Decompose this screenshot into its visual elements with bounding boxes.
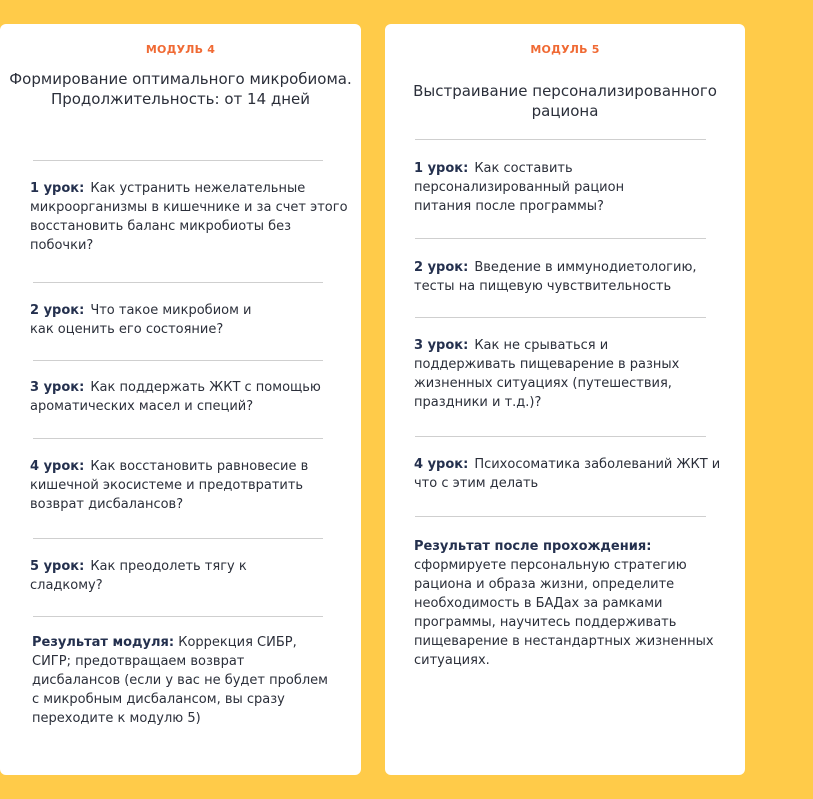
- module-5-lesson-2: [414, 258, 732, 296]
- module-5-lesson-4: [414, 455, 724, 493]
- lesson-number: 3 урок:: [414, 338, 469, 353]
- lesson-number: 1 урок:: [30, 181, 85, 196]
- module-4-lesson-5: [30, 557, 270, 595]
- lesson-text: Как составить персонализированный рацион питания после программы?: [414, 161, 625, 214]
- lesson-number: 2 урок:: [414, 260, 469, 275]
- divider: [415, 436, 706, 437]
- result-text: Коррекция СИБР, СИГР; предотвращаем возврат дисбалансов (если у вас не будет проблем с микробным дисбалансом, вы сразу переходите к модулю 5): [32, 635, 328, 726]
- divider: [33, 616, 323, 617]
- module-4-title: Формирование оптимального микробиома. Продолжительность: от 14 дней: [9, 70, 352, 108]
- divider: [33, 282, 323, 283]
- module-4-lesson-3: [30, 378, 350, 416]
- lesson-text: Что такое микробиом и как оценить его состояние?: [30, 303, 252, 337]
- divider: [415, 139, 706, 140]
- module-4-lesson-2: [30, 301, 270, 339]
- lesson-number: 2 урок:: [30, 303, 85, 318]
- divider: [33, 360, 323, 361]
- divider: [33, 160, 323, 161]
- module-4-lesson-4: [30, 457, 350, 514]
- module-4-card: [0, 24, 361, 775]
- module-5-lesson-1: [414, 159, 684, 216]
- lesson-number: 4 урок:: [30, 459, 85, 474]
- divider: [415, 317, 706, 318]
- lesson-text: Как устранить нежелательные микроорганизмы в кишечнике и за счет этого восстановить баланс микробиоты без побочки?: [30, 181, 348, 253]
- module-5-badge: МОДУЛЬ 5: [530, 43, 600, 56]
- lesson-text: Как преодолеть тягу к сладкому?: [30, 559, 247, 593]
- lesson-text: Как поддержать ЖКТ с помощью ароматических масел и специй?: [30, 380, 321, 414]
- result-text: сформируете персональную стратегию рациона и образа жизни, определите необходимость в БАДах за рамками программы, научитесь поддерживать пищеварение в нестандартных жизненных ситуациях.: [414, 558, 714, 668]
- module-4-result: [32, 633, 330, 728]
- lesson-text: Психосоматика заболеваний ЖКТ и что с этим делать: [414, 457, 721, 491]
- module-5-card: [385, 24, 745, 775]
- lesson-number: 3 урок:: [30, 380, 85, 395]
- result-label: Результат после прохождения:: [414, 539, 652, 554]
- module-4-lesson-1: [30, 179, 350, 255]
- lesson-text: Введение в иммунодиетологию, тесты на пищевую чувствительность: [414, 260, 697, 294]
- module-4-badge: МОДУЛЬ 4: [145, 43, 216, 56]
- lesson-number: 4 урок:: [414, 457, 469, 472]
- lesson-number: 1 урок:: [414, 161, 469, 176]
- divider: [415, 238, 706, 239]
- divider: [415, 516, 706, 517]
- module-5-result: [414, 537, 730, 670]
- module-5-title: Выстраивание персонализированного рациона: [413, 82, 717, 120]
- lesson-text: Как восстановить равновесие в кишечной экосистеме и предотвратить возврат дисбалансов?: [30, 459, 309, 512]
- module-5-lesson-3: [414, 336, 714, 412]
- lesson-text: Как не срываться и поддерживать пищеварение в разных жизненных ситуациях (путешествия, праздники и т.д.)?: [414, 338, 680, 410]
- divider: [33, 438, 323, 439]
- lesson-number: 5 урок:: [30, 559, 85, 574]
- result-label: Результат модуля:: [32, 635, 175, 650]
- divider: [33, 538, 323, 539]
